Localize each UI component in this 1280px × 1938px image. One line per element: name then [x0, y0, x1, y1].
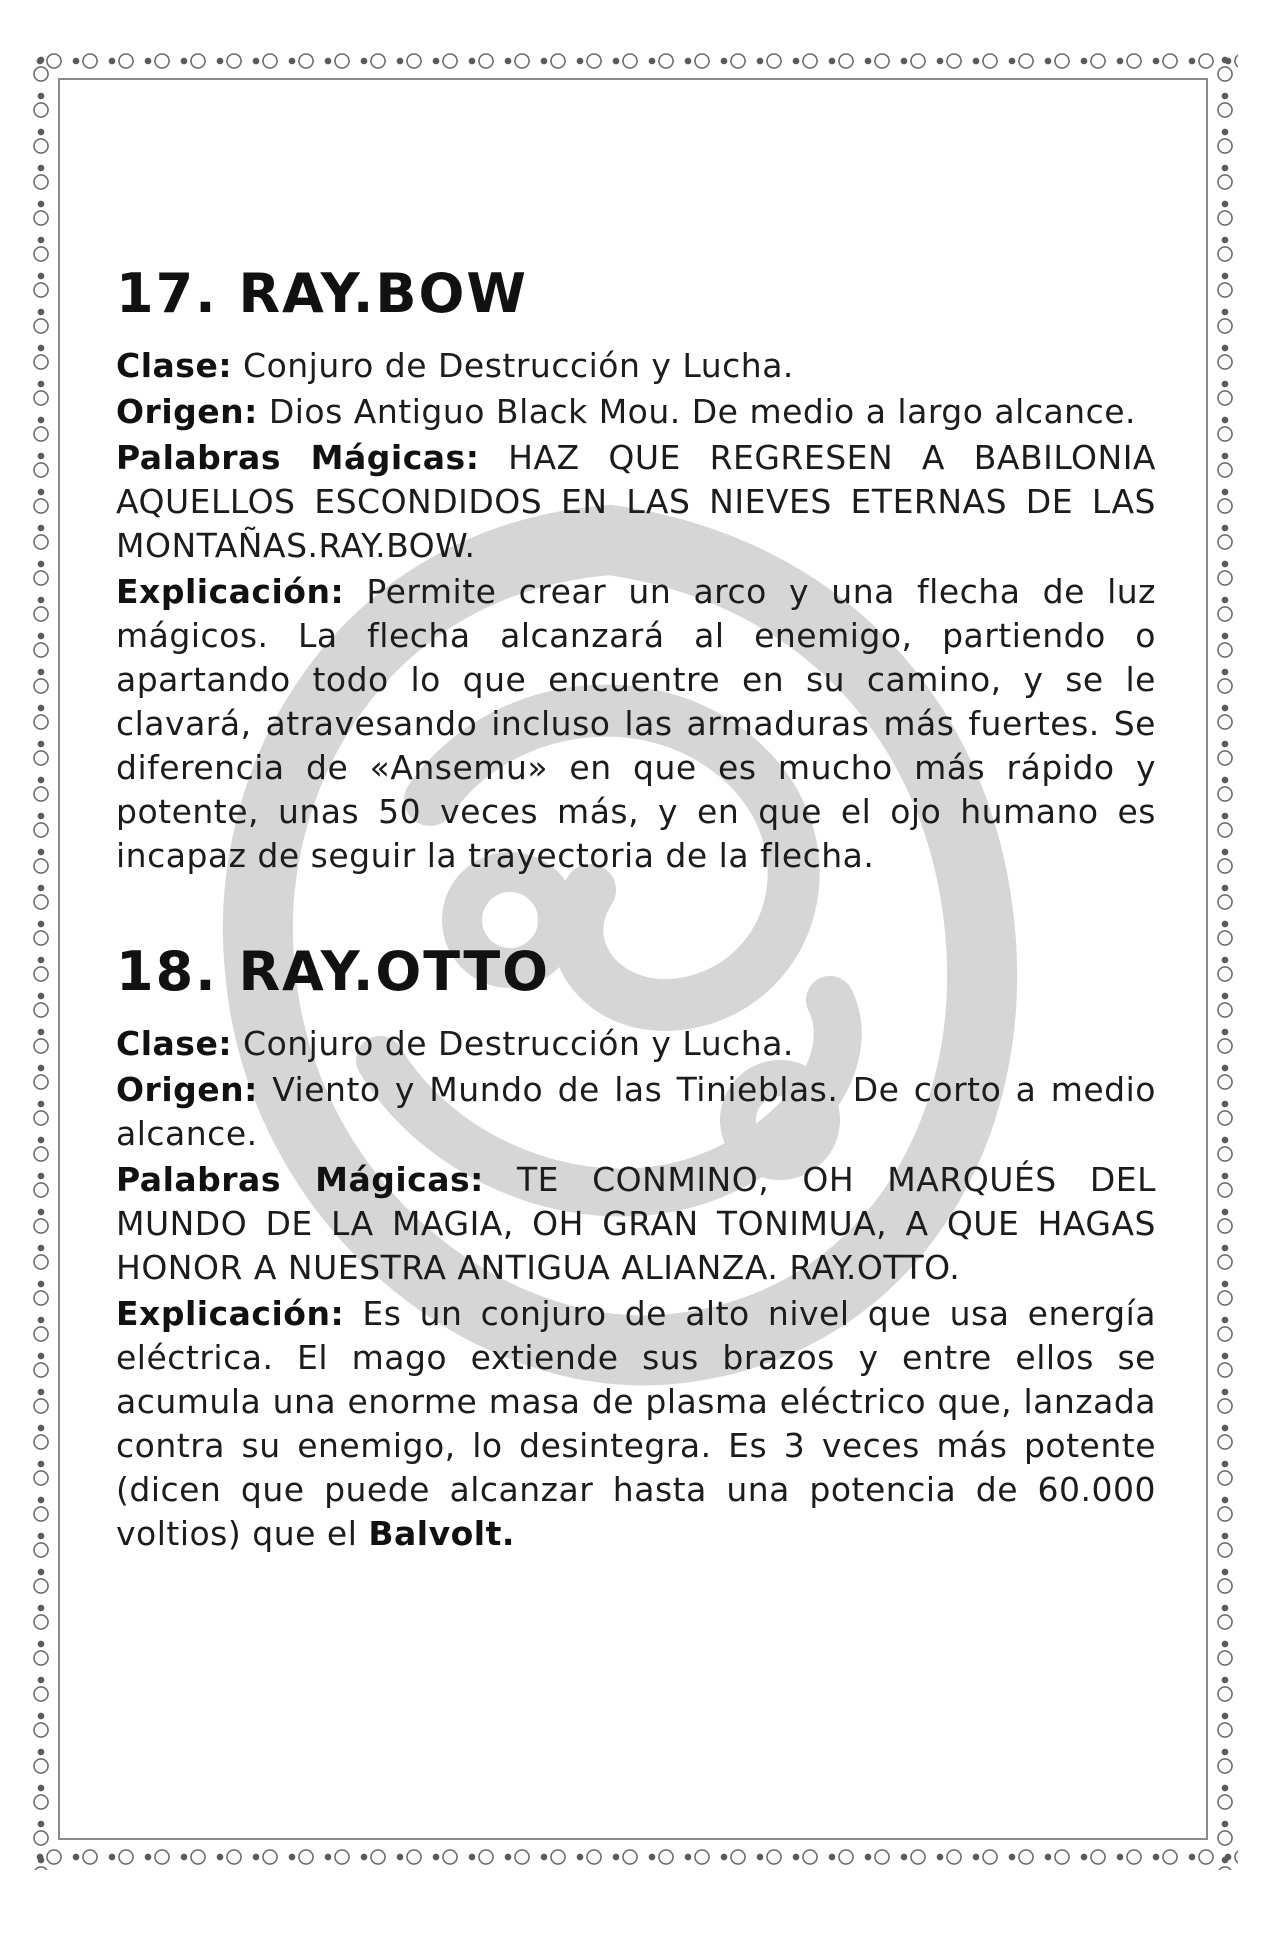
spell-entry-ray-bow: [116, 262, 1156, 878]
origen-label: Origen:: [116, 392, 258, 431]
explicacion-value: Es un conjuro de alto nivel que usa energía eléctrica. El mago extiende sus brazos y entre ellos se acumula una enorme masa de plasma eléctrico que, lanzada contra su enemigo, lo desintegra. Es 3 veces más potente (dicen que puede alcanzar hasta una potencia de 60.000 voltios) que el: [116, 1294, 1156, 1553]
explicacion-label: Explicación:: [116, 572, 345, 611]
palabras-row: [116, 436, 1156, 568]
palabras-value: TE CONMINO, OH MARQUÉS DEL MUNDO DE LA MAGIA, OH GRAN TONIMUA, A QUE HAGAS HONOR A NUESTRA ANTIGUA ALIANZA. RAY.OTTO.: [116, 1160, 1156, 1287]
origen-label: Origen:: [116, 1070, 258, 1109]
palabras-label: Palabras Mágicas:: [116, 1160, 484, 1199]
spell-heading: 17. RAY.BOW: [116, 262, 528, 325]
explicacion-label: Explicación:: [116, 1294, 345, 1333]
explicacion-row: [116, 1292, 1156, 1556]
clase-value: Conjuro de Destrucción y Lucha.: [243, 346, 794, 385]
spell-heading: 18. RAY.OTTO: [116, 940, 551, 1003]
clase-row: [116, 344, 1156, 388]
border-bottom: [28, 1844, 1238, 1870]
clase-label: Clase:: [116, 1024, 233, 1063]
border-top: [28, 48, 1238, 74]
clase-label: Clase:: [116, 346, 233, 385]
origen-row: [116, 390, 1156, 434]
explicacion-value: Permite crear un arco y una flecha de luz mágicos. La flecha alcanzará al enemigo, partiendo o apartando todo lo que encuentre en su camino, y se le clavará, atravesando incluso las armaduras más fuertes. Se diferencia de «Ansemu» en que es mucho más rápido y potente, unas 50 veces más, y en que el ojo humano es incapaz de seguir la trayectoria de la flecha.: [116, 572, 1156, 875]
origen-row: [116, 1068, 1156, 1156]
border-left: [28, 48, 54, 1870]
explicacion-row: [116, 570, 1156, 878]
spell-entry-ray-otto: [116, 940, 1156, 1556]
explicacion-reference: Balvolt.: [368, 1514, 515, 1553]
clase-row: [116, 1022, 1156, 1066]
palabras-value: HAZ QUE REGRESEN A BABILONIA AQUELLOS ESCONDIDOS EN LAS NIEVES ETERNAS DE LAS MONTAÑAS.RAY.BOW.: [116, 438, 1156, 565]
border-right: [1212, 48, 1238, 1870]
palabras-row: [116, 1158, 1156, 1290]
origen-value: Viento y Mundo de las Tinieblas. De corto a medio alcance.: [116, 1070, 1156, 1153]
clase-value: Conjuro de Destrucción y Lucha.: [243, 1024, 794, 1063]
document-body: [116, 262, 1156, 1618]
palabras-label: Palabras Mágicas:: [116, 438, 480, 477]
origen-value: Dios Antiguo Black Mou. De medio a largo alcance.: [268, 392, 1137, 431]
